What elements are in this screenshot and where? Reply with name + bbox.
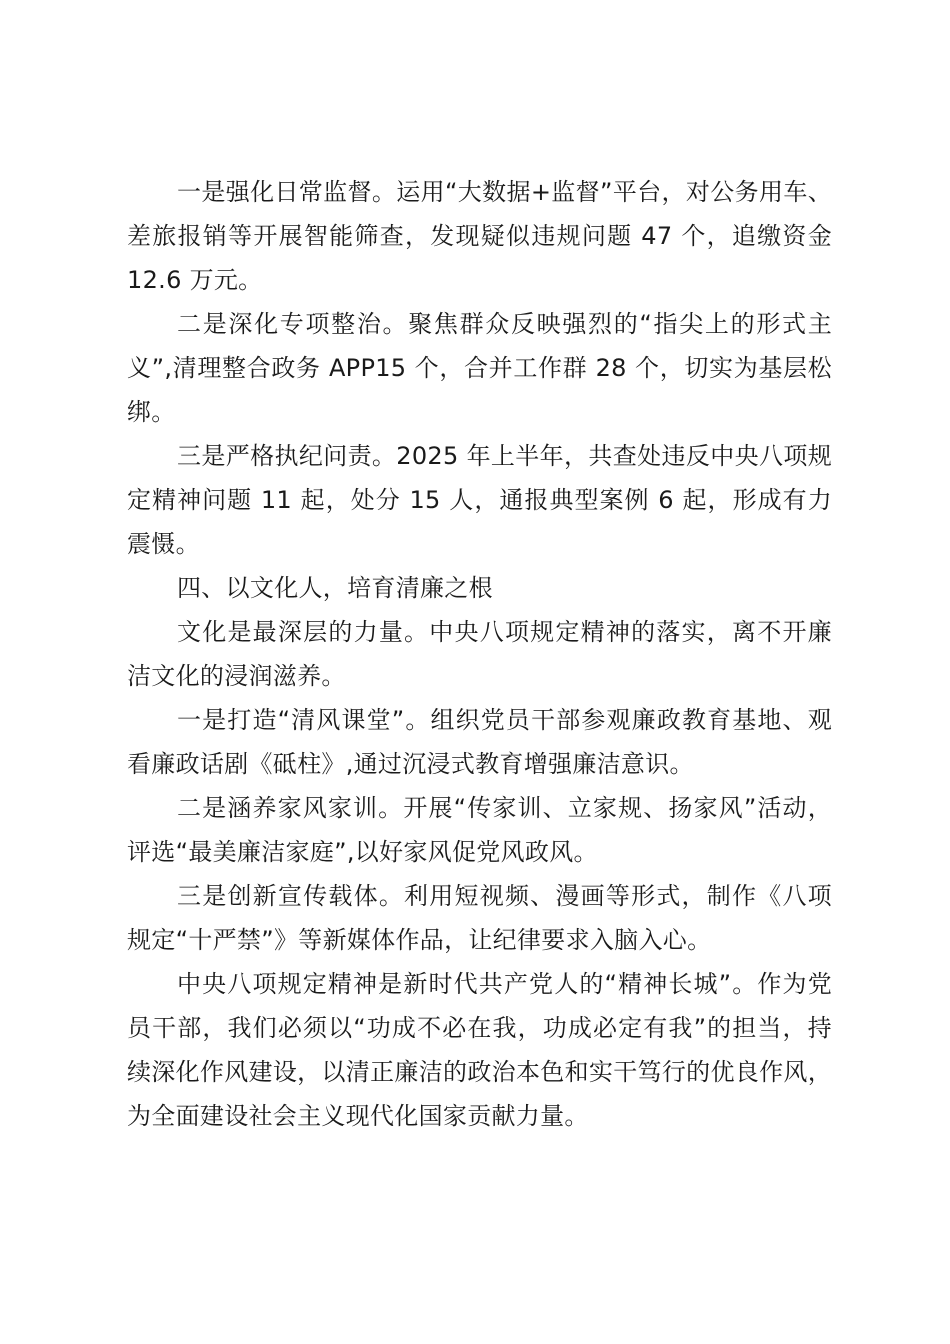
document-body [127, 170, 832, 1138]
paragraph-special-rectification: 二是深化专项整治。聚焦群众反映强烈的“指尖上的形式主义”,清理整合政务 APP15 个，合并工作群 28 个，切实为基层松绑。 [127, 310, 832, 426]
paragraph-conclusion: 中央八项规定精神是新时代共产党人的“精神长城”。作为党员干部，我们必须以“功成不必在我，功成必定有我”的担当，持续深化作风建设，以清正廉洁的政治本色和实干笃行的优良作风，为全面建设社会主义现代化国家贡献力量。 [127, 970, 832, 1130]
paragraph-classroom: 一是打造“清风课堂”。组织党员干部参观廉政教育基地、观看廉政话剧《砥柱》,通过沉浸式教育增强廉洁意识。 [127, 706, 832, 778]
section-heading: 四、以文化人，培育清廉之根 [177, 574, 493, 602]
paragraph-culture-intro: 文化是最深层的力量。中央八项规定精神的落实，离不开廉洁文化的浸润滋养。 [127, 618, 832, 690]
paragraph-accountability: 三是严格执纪问责。2025 年上半年，共查处违反中央八项规定精神问题 11 起，处分 15 人，通报典型案例 6 起，形成有力震慑。 [127, 442, 832, 558]
paragraph-family-rules: 二是涵养家风家训。开展“传家训、立家规、扬家风”活动，评选“最美廉洁家庭”,以好家风促党风政风。 [127, 794, 832, 866]
paragraph-publicity: 三是创新宣传载体。利用短视频、漫画等形式，制作《八项规定“十严禁”》等新媒体作品，让纪律要求入脑入心。 [127, 882, 832, 954]
paragraph-supervision: 一是强化日常监督。运用“大数据+监督”平台，对公务用车、差旅报销等开展智能筛查，发现疑似违规问题 47 个，追缴资金 12.6 万元。 [127, 178, 832, 294]
